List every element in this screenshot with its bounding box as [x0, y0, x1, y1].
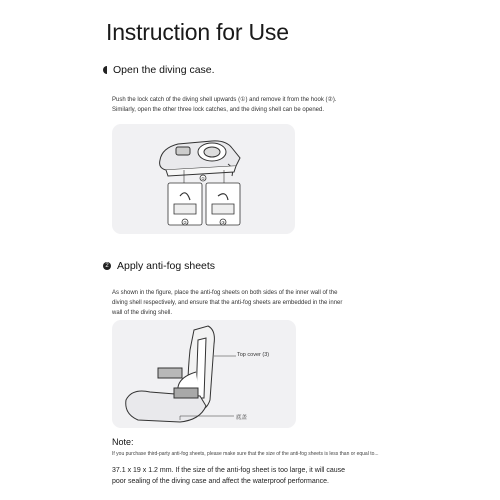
step1-heading: Open the diving case. [113, 64, 215, 76]
note-body-line: 37.1 x 19 x 1.2 mm. If the size of the anti-fog sheet is too large, it will cause [112, 467, 346, 474]
step2-text-line: diving shell respectively, and ensure that the anti-fog sheets are embedded in the inner [112, 300, 343, 306]
note-title: Note: [112, 437, 134, 447]
note-body-line: poor sealing of the diving case and affect the waterproof performance. [112, 478, 330, 485]
note-small-text: If you purchase third-party anti-fog sheets, please make sure that the size of the anti-fog sheets is less than or equal to... [112, 451, 379, 457]
step1-text-line: Push the lock catch of the diving shell upwards (①) and remove it from the hook (②). [112, 97, 337, 103]
marker-2: ② [183, 220, 187, 225]
step2-text-line: wall of the diving shell. [112, 310, 173, 316]
marker-3: ③ [221, 220, 225, 225]
step2-number-badge: 2 [103, 262, 111, 270]
step2-text-line: As shown in the figure, place the anti-fog sheets on both sides of the inner wall of the [112, 290, 338, 296]
note-body [112, 465, 442, 487]
step2-heading: Apply anti-fog sheets [117, 260, 216, 272]
step1-text-line: Similarly, open the other three lock catches, and the diving shell can be opened. [112, 107, 325, 113]
page-title: Instruction for Use [106, 19, 289, 45]
callout-bottom: 底盖 [236, 415, 248, 421]
callout-top-cover: Top cover (3) [237, 352, 270, 358]
marker-1: ① [201, 176, 205, 181]
